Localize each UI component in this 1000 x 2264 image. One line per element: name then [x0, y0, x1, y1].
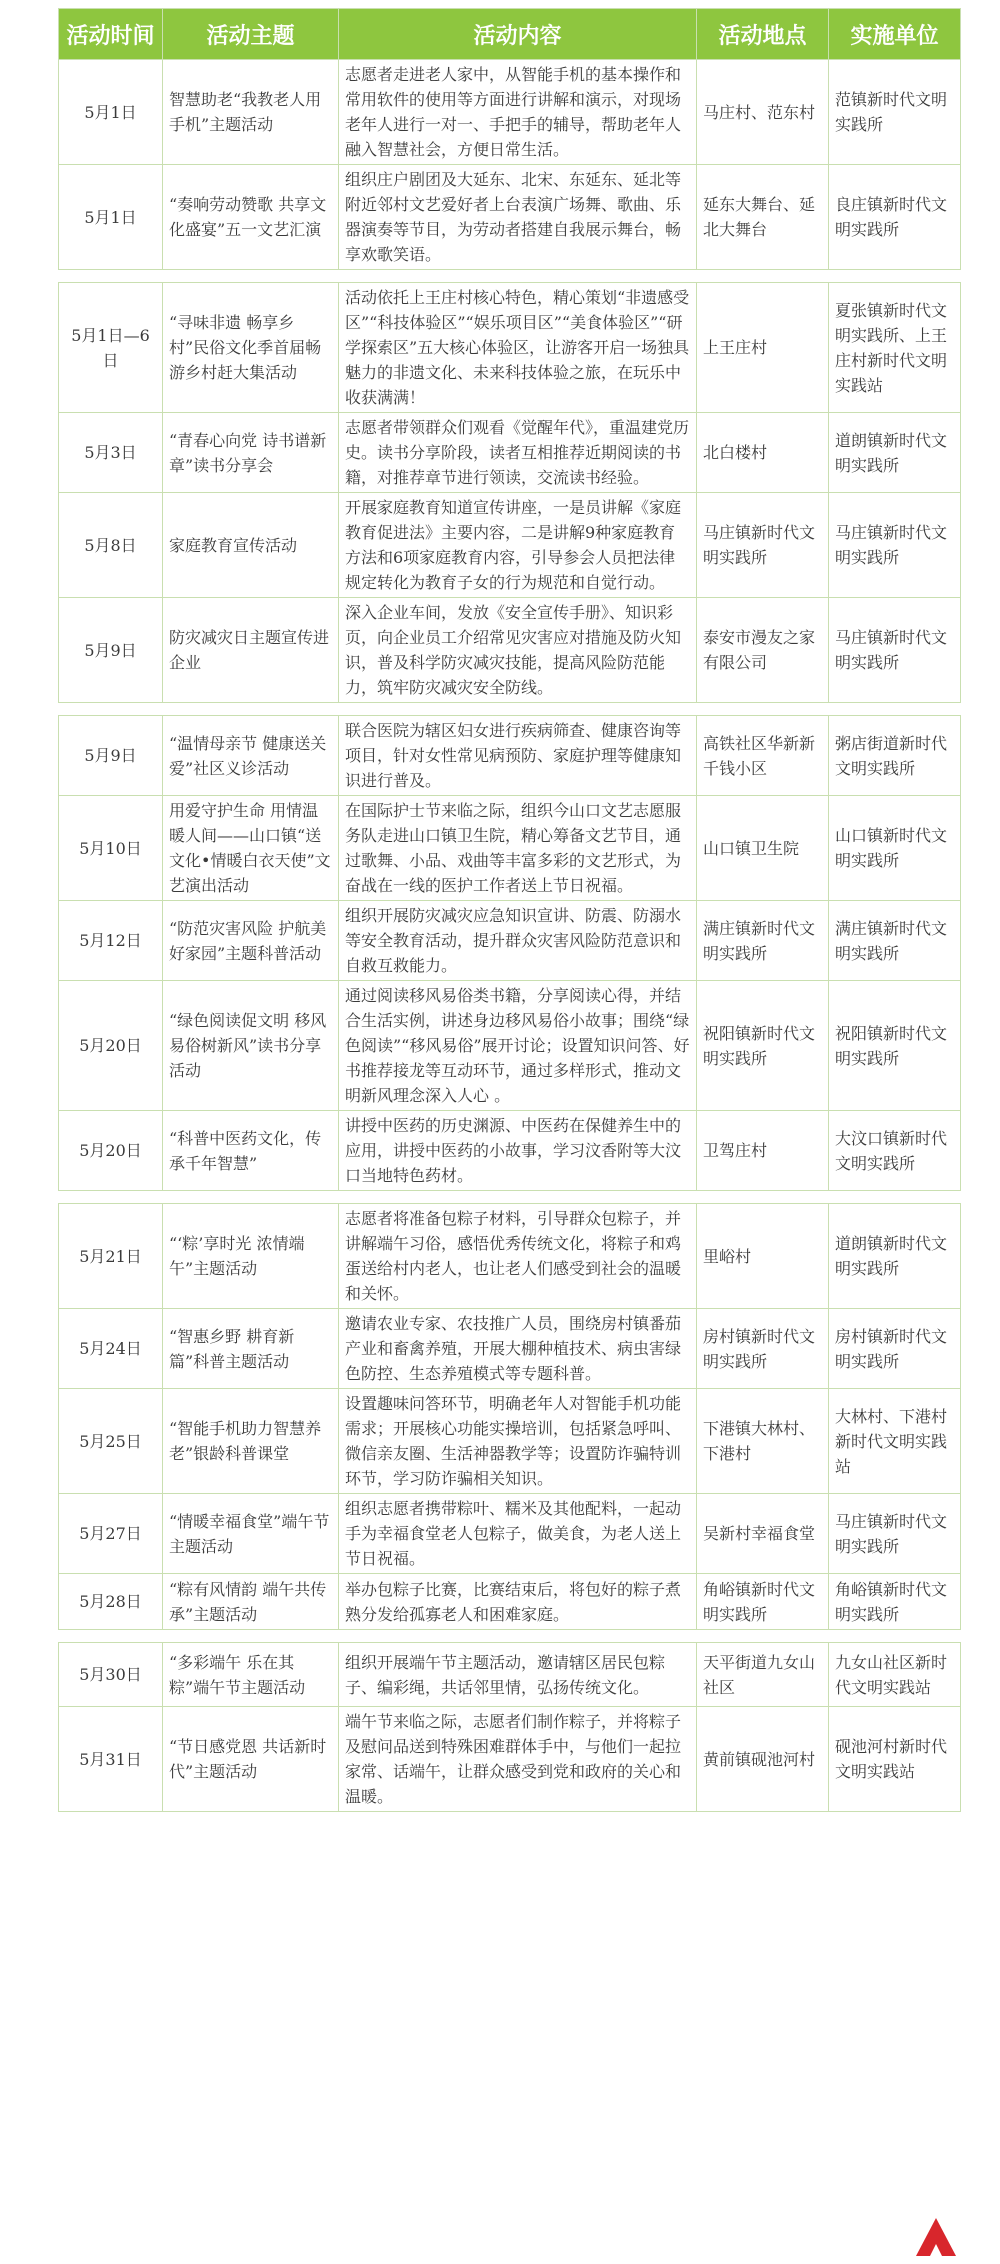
table-row [59, 1389, 961, 1494]
cell-date: 5月20日 [59, 1111, 163, 1191]
table-row [59, 716, 961, 796]
cell-theme: “防范灾害风险 护航美好家园”主题科普活动 [163, 901, 339, 981]
cell-unit: 山口镇新时代文明实践所 [829, 796, 961, 901]
cell-theme: 智慧助老“我教老人用手机”主题活动 [163, 60, 339, 165]
cell-content: 通过阅读移风易俗类书籍，分享阅读心得，并结合生活实例，讲述身边移风易俗小故事；围绕“绿色阅读”“移风易俗”展开讨论；设置知识问答、好书推荐接龙等互动环节，通过多样形式，推动文明新风理念深入人心 。 [339, 981, 697, 1111]
cell-date: 5月30日 [59, 1643, 163, 1707]
table-row [59, 165, 961, 270]
cell-place: 延东大舞台、延北大舞台 [697, 165, 829, 270]
group-separator [59, 703, 961, 716]
table-row [59, 413, 961, 493]
cell-content: 深入企业车间，发放《安全宣传手册》、知识彩页，向企业员工介绍常见灾害应对措施及防火知识，普及科学防灾减灾技能，提高风险防范能力，筑牢防灾减灾安全防线。 [339, 598, 697, 703]
activity-schedule [58, 8, 960, 1812]
cell-theme: “智能手机助力智慧养老”银龄科普课堂 [163, 1389, 339, 1494]
cell-theme: “温情母亲节 健康送关爱”社区义诊活动 [163, 716, 339, 796]
cell-theme: “粽有风情韵 端午共传承”主题活动 [163, 1574, 339, 1630]
cell-content: 活动依托上王庄村核心特色，精心策划“非遗感受区”“科技体验区”“娱乐项目区”“美食体验区”“研学探索区”五大核心体验区，让游客开启一场独具魅力的非遗文化、未来科技体验之旅，在玩乐中收获满满！ [339, 283, 697, 413]
cell-unit: 大汶口镇新时代文明实践所 [829, 1111, 961, 1191]
cell-place: 祝阳镇新时代文明实践所 [697, 981, 829, 1111]
table-row [59, 796, 961, 901]
cell-place: 泰安市漫友之家有限公司 [697, 598, 829, 703]
cell-content: 开展家庭教育知道宣传讲座，一是员讲解《家庭教育促进法》主要内容，二是讲解9种家庭教育方法和6项家庭教育内容，引导参会人员把法律规定转化为教育子女的行为规范和自觉行动。 [339, 493, 697, 598]
cell-unit: 大林村、下港村新时代文明实践站 [829, 1389, 961, 1494]
header-unit: 实施单位 [829, 9, 961, 60]
cell-content: 邀请农业专家、农技推广人员，围绕房村镇番茄产业和畜禽养殖，开展大棚种植技术、病虫害绿色防控、生态养殖模式等专题科普。 [339, 1309, 697, 1389]
cell-theme: “‘粽’享时光 浓情端午”主题活动 [163, 1204, 339, 1309]
cell-unit: 范镇新时代文明实践所 [829, 60, 961, 165]
cell-unit: 祝阳镇新时代文明实践所 [829, 981, 961, 1111]
table-row [59, 981, 961, 1111]
table-row [59, 283, 961, 413]
cell-date: 5月21日 [59, 1204, 163, 1309]
cell-place: 天平街道九女山社区 [697, 1643, 829, 1707]
cell-content: 联合医院为辖区妇女进行疾病筛查、健康咨询等项目，针对女性常见病预防、家庭护理等健康知识进行普及。 [339, 716, 697, 796]
cell-date: 5月1日 [59, 165, 163, 270]
group-separator [59, 1191, 961, 1204]
cell-place: 高铁社区华新新千钱小区 [697, 716, 829, 796]
cell-unit: 道朗镇新时代文明实践所 [829, 1204, 961, 1309]
cell-unit: 夏张镇新时代文明实践所、上王庄村新时代文明实践站 [829, 283, 961, 413]
cell-content: 举办包粽子比赛，比赛结束后，将包好的粽子煮熟分发给孤寡老人和困难家庭。 [339, 1574, 697, 1630]
cell-place: 山口镇卫生院 [697, 796, 829, 901]
cell-unit: 道朗镇新时代文明实践所 [829, 413, 961, 493]
cell-unit: 粥店街道新时代文明实践所 [829, 716, 961, 796]
cell-content: 志愿者走进老人家中，从智能手机的基本操作和常用软件的使用等方面进行讲解和演示，对现场老年人进行一对一、手把手的辅导，帮助老年人融入智慧社会，方便日常生活。 [339, 60, 697, 165]
cell-unit: 砚池河村新时代文明实践站 [829, 1707, 961, 1812]
cell-theme: “智惠乡野 耕育新篇”科普主题活动 [163, 1309, 339, 1389]
cell-content: 在国际护士节来临之际，组织今山口文艺志愿服务队走进山口镇卫生院，精心筹备文艺节目，通过歌舞、小品、戏曲等丰富多彩的文艺形式，为奋战在一线的医护工作者送上节日祝福。 [339, 796, 697, 901]
cell-place: 吴新村幸福食堂 [697, 1494, 829, 1574]
cell-content: 组织志愿者携带粽叶、糯米及其他配料，一起动手为幸福食堂老人包粽子，做美食，为老人送上节日祝福。 [339, 1494, 697, 1574]
watermark-logo [906, 2206, 990, 2258]
cell-place: 马庄镇新时代文明实践所 [697, 493, 829, 598]
table-row [59, 1204, 961, 1309]
table-row [59, 1707, 961, 1812]
table-row [59, 60, 961, 165]
activity-table [58, 8, 961, 1812]
cell-content: 设置趣味问答环节，明确老年人对智能手机功能需求；开展核心功能实操培训，包括紧急呼叫、微信亲友圈、生活神器教学等；设置防诈骗特训环节，学习防诈骗相关知识。 [339, 1389, 697, 1494]
cell-theme: “青春心向党 诗书谱新章”读书分享会 [163, 413, 339, 493]
cell-date: 5月12日 [59, 901, 163, 981]
group-separator [59, 1630, 961, 1643]
cell-place: 马庄村、范东村 [697, 60, 829, 165]
cell-place: 下港镇大林村、下港村 [697, 1389, 829, 1494]
cell-date: 5月31日 [59, 1707, 163, 1812]
cell-theme: “寻味非遗 畅享乡村”民俗文化季首届畅游乡村赶大集活动 [163, 283, 339, 413]
cell-unit: 角峪镇新时代文明实践所 [829, 1574, 961, 1630]
table-row [59, 1111, 961, 1191]
cell-content: 组织开展防灾减灾应急知识宣讲、防震、防溺水等安全教育活动，提升群众灾害风险防范意识和自救互救能力。 [339, 901, 697, 981]
cell-theme: 用爱守护生命 用情温暖人间——山口镇“送文化•情暖白衣天使”文艺演出活动 [163, 796, 339, 901]
cell-place: 里峪村 [697, 1204, 829, 1309]
table-row [59, 598, 961, 703]
cell-place: 卫驾庄村 [697, 1111, 829, 1191]
cell-content: 志愿者带领群众们观看《觉醒年代》，重温建党历史。读书分享阶段，读者互相推荐近期阅读的书籍，对推荐章节进行领读，交流读书经验。 [339, 413, 697, 493]
cell-theme: “节日感党恩 共话新时代”主题活动 [163, 1707, 339, 1812]
cell-place: 角峪镇新时代文明实践所 [697, 1574, 829, 1630]
cell-date: 5月25日 [59, 1389, 163, 1494]
cell-content: 组织庄户剧团及大延东、北宋、东延东、延北等附近邻村文艺爱好者上台表演广场舞、歌曲、乐器演奏等节目，为劳动者搭建自我展示舞台，畅享欢歌笑语。 [339, 165, 697, 270]
header-place: 活动地点 [697, 9, 829, 60]
cell-content: 组织开展端午节主题活动，邀请辖区居民包粽子、编彩绳，共话邻里情，弘扬传统文化。 [339, 1643, 697, 1707]
cell-theme: “绿色阅读促文明 移风易俗树新风”读书分享活动 [163, 981, 339, 1111]
group-separator [59, 270, 961, 283]
cell-theme: “奏响劳动赞歌 共享文化盛宴”五一文艺汇演 [163, 165, 339, 270]
cell-place: 房村镇新时代文明实践所 [697, 1309, 829, 1389]
cell-unit: 马庄镇新时代文明实践所 [829, 1494, 961, 1574]
table-header-row [59, 9, 961, 60]
header-time: 活动时间 [59, 9, 163, 60]
cell-place: 北白楼村 [697, 413, 829, 493]
cell-date: 5月27日 [59, 1494, 163, 1574]
cell-theme: 家庭教育宣传活动 [163, 493, 339, 598]
header-content: 活动内容 [339, 9, 697, 60]
cell-unit: 满庄镇新时代文明实践所 [829, 901, 961, 981]
table-row [59, 1309, 961, 1389]
cell-date: 5月9日 [59, 716, 163, 796]
cell-unit: 九女山社区新时代文明实践站 [829, 1643, 961, 1707]
table-row [59, 901, 961, 981]
cell-unit: 马庄镇新时代文明实践所 [829, 598, 961, 703]
cell-unit: 马庄镇新时代文明实践所 [829, 493, 961, 598]
header-theme: 活动主题 [163, 9, 339, 60]
cell-unit: 良庄镇新时代文明实践所 [829, 165, 961, 270]
cell-date: 5月3日 [59, 413, 163, 493]
cell-place: 黄前镇砚池河村 [697, 1707, 829, 1812]
cell-content: 志愿者将准备包粽子材料，引导群众包粽子，并讲解端午习俗，感悟优秀传统文化，将粽子和鸡蛋送给村内老人，也让老人们感受到社会的温暖和关怀。 [339, 1204, 697, 1309]
cell-date: 5月1日—6日 [59, 283, 163, 413]
cell-theme: “科普中医药文化，传承千年智慧” [163, 1111, 339, 1191]
table-row [59, 1643, 961, 1707]
table-row [59, 493, 961, 598]
cell-place: 上王庄村 [697, 283, 829, 413]
cell-theme: “多彩端午 乐在其粽”端午节主题活动 [163, 1643, 339, 1707]
cell-date: 5月24日 [59, 1309, 163, 1389]
cell-date: 5月9日 [59, 598, 163, 703]
cell-date: 5月1日 [59, 60, 163, 165]
cell-place: 满庄镇新时代文明实践所 [697, 901, 829, 981]
cell-date: 5月28日 [59, 1574, 163, 1630]
table-row [59, 1574, 961, 1630]
table-row [59, 1494, 961, 1574]
cell-content: 端午节来临之际，志愿者们制作粽子，并将粽子及慰问品送到特殊困难群体手中，与他们一起拉家常、话端午，让群众感受到党和政府的关心和温暖。 [339, 1707, 697, 1812]
cell-theme: “情暖幸福食堂”端午节主题活动 [163, 1494, 339, 1574]
cell-date: 5月8日 [59, 493, 163, 598]
table-body [59, 60, 961, 1812]
cell-theme: 防灾减灾日主题宣传进企业 [163, 598, 339, 703]
cell-date: 5月10日 [59, 796, 163, 901]
cell-content: 讲授中医药的历史渊源、中医药在保健养生中的应用，讲授中医药的小故事，学习汶香附等大汶口当地特色药材。 [339, 1111, 697, 1191]
cell-unit: 房村镇新时代文明实践所 [829, 1309, 961, 1389]
cell-date: 5月20日 [59, 981, 163, 1111]
